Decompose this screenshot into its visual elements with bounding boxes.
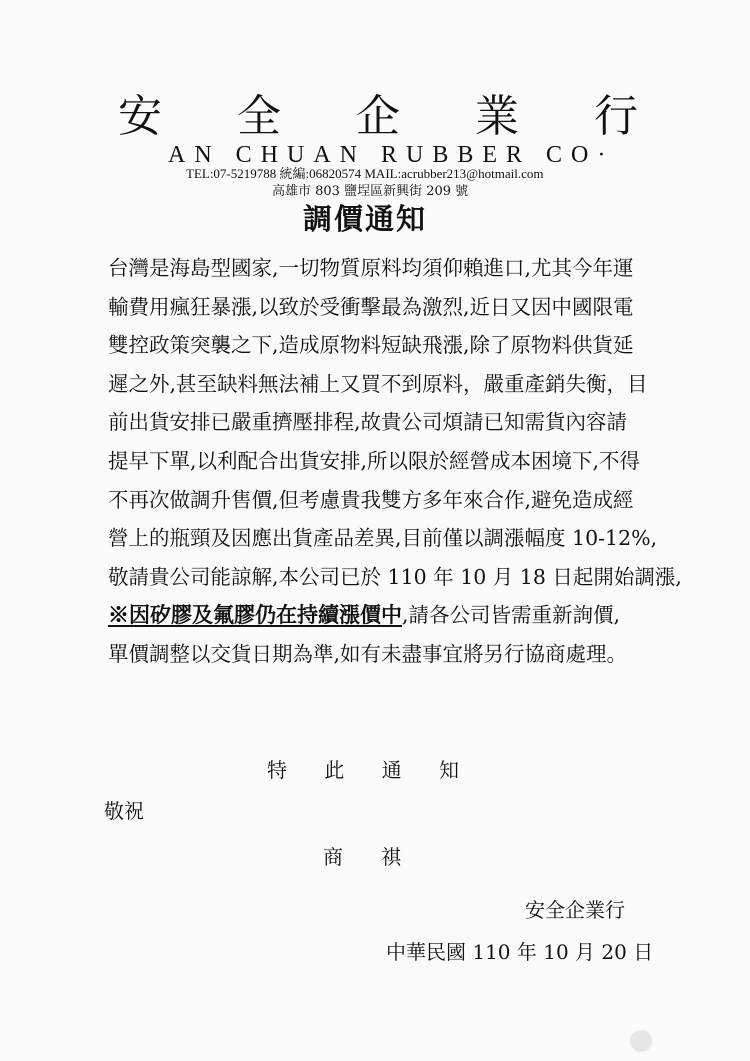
body-line: 敬請貴公司能諒解,本公司已於 110 年 10 月 18 日起開始調漲, [108,564,682,589]
closing-char: 特 [267,758,287,782]
company-name-char: 安 [118,91,162,142]
closing-char: 通 [381,758,402,782]
signature-company: 安全企業行 [525,898,625,922]
company-name-char: 企 [356,91,400,142]
body-line: 雙控政策突襲之下,造成原物料短缺飛漲,除了原物料供貨延 [108,333,634,358]
highlight-rest: ,請各公司皆需重新詢價, [402,603,621,628]
document-title: 調價通知 [303,202,428,236]
paper-punch-hole [630,1030,652,1052]
body-line: 台灣是海島型國家,一切物質原料均須仰賴進口,尤其今年運 [108,256,634,280]
body-line-highlighted [108,596,658,635]
regards-char: 祺 [381,845,401,869]
regards-char: 商 [323,845,343,869]
body-line: 營上的瓶頸及因應出貨產品差異,目前僅以調漲幅度 10-12%, [108,526,658,551]
body-line: 單價調整以交貨日期為準,如有未盡事宜將另行協商處理。 [108,641,628,666]
contact-info: TEL:07-5219788 統編:06820574 MAIL:acrubber213@hotmail.com [186,166,544,181]
regards [323,843,401,871]
notice-body [108,249,682,674]
company-name-char: 行 [594,91,638,142]
document-date: 中華民國 110 年 10 月 20 日 [386,940,654,964]
company-name-english: AN CHUAN RUBBER CO· [168,142,615,168]
company-name-chinese [118,92,638,142]
company-name-char: 全 [237,91,281,142]
body-line: 提早下單,以利配合出貨安排,所以限於經營成本困境下,不得 [108,448,641,473]
company-address: 高雄市 803 鹽埕區新興街 209 號 [272,184,469,199]
closing-notice [267,756,459,784]
closing-char: 知 [438,758,459,782]
body-line: 輸費用瘋狂暴漲,以致於受衝擊最為激烈,近日又因中國限電 [108,294,634,319]
company-name-char: 業 [475,91,519,142]
body-line: 前出貨安排已嚴重擠壓排程,故貴公司煩請已知需貨內容請 [108,410,628,435]
body-line: 不再次做調升售價,但考慮貴我雙方多年來合作,避免造成經 [108,487,634,512]
closing-char: 此 [324,758,345,782]
salutation: 敬祝 [104,799,144,823]
price-increase-highlight: ※因矽膠及氟膠仍在持續漲價中 [108,602,402,628]
body-line: 遲之外,甚至缺料無法補上又買不到原料，嚴重產銷失衡，目 [108,371,648,396]
